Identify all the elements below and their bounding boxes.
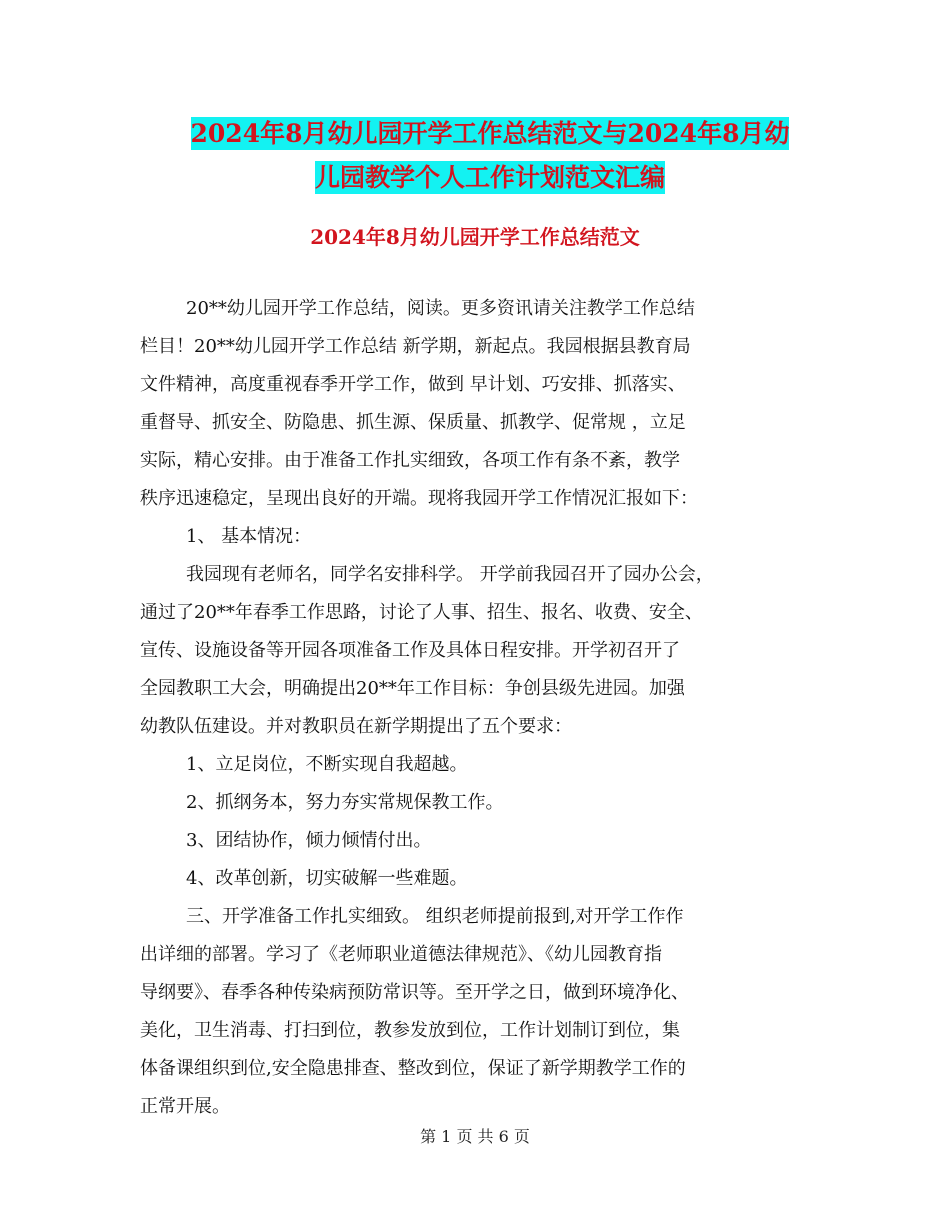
- paragraph-line: 美化，卫生消毒、打扫到位，教参发放到位，工作计划制订到位，集: [140, 1020, 680, 1041]
- paragraph-line: 重督导、抓安全、防隐患、抓生源、保质量、抓教学、促常规 ，立足: [140, 412, 686, 433]
- paragraph-line: 全园教职工大会，明确提出20**年工作目标：争创县级先进园。加强: [140, 678, 685, 699]
- paragraph-line: 20**幼儿园开学工作总结，阅读。更多资讯请关注教学工作总结: [186, 298, 695, 319]
- paragraph-line: 文件精神，高度重视春季开学工作，做到 早计划、巧安排、抓落实、: [140, 374, 686, 395]
- paragraph-line: 通过了20**年春季工作思路，讨论了人事、招生、报名、收费、安全、: [140, 602, 703, 623]
- document-body: [140, 290, 820, 1126]
- document-title-line-1: 2024年8月幼儿园开学工作总结范文与2024年8月幼: [190, 119, 790, 148]
- paragraph-line: 体备课组织到位,安全隐患排查、整改到位，保证了新学期教学工作的: [140, 1058, 686, 1079]
- paragraph-line: 三、开学准备工作扎实细致。 组织老师提前报到,对开学工作作: [186, 906, 684, 927]
- list-item: 2、抓纲务本，努力夯实常规保教工作。: [186, 792, 504, 813]
- page-footer: 第 1 页 共 6 页: [420, 1127, 530, 1146]
- list-item: 1、立足岗位，不断实现自我超越。: [186, 754, 468, 775]
- list-item: 3、团结协作，倾力倾情付出。: [186, 830, 432, 851]
- paragraph-line: 我园现有老师名，同学名安排科学。 开学前我园召开了园办公会，: [186, 564, 714, 585]
- list-heading: 1、 基本情况：: [186, 526, 312, 547]
- document-title-line-2: 儿园教学个人工作计划范文汇编: [314, 163, 665, 192]
- paragraph-line: 秩序迅速稳定，呈现出良好的开端。现将我园开学工作情况汇报如下：: [140, 488, 698, 509]
- paragraph-line: 幼教队伍建设。并对教职员在新学期提出了五个要求：: [140, 716, 572, 737]
- paragraph-line: 栏目！20**幼儿园开学工作总结 新学期，新起点。我园根据县教育局: [140, 336, 691, 357]
- section-title: 2024年8月幼儿园开学工作总结范文: [310, 225, 640, 249]
- paragraph-line: 导纲要》、春季各种传染病预防常识等。至开学之日，做到环境净化、: [140, 982, 689, 1003]
- document-title: [140, 112, 840, 200]
- paragraph-line: 正常开展。: [140, 1096, 230, 1117]
- paragraph-line: 实际，精心安排。由于准备工作扎实细致，各项工作有条不紊，教学: [140, 450, 680, 471]
- list-item: 4、改革创新，切实破解一些难题。: [186, 868, 468, 889]
- paragraph-line: 宣传、设施设备等开园各项准备工作及具体日程安排。开学初召开了: [140, 640, 680, 661]
- paragraph-line: 出详细的部署。学习了《老师职业道德法律规范》、《幼儿园教育指: [140, 944, 662, 965]
